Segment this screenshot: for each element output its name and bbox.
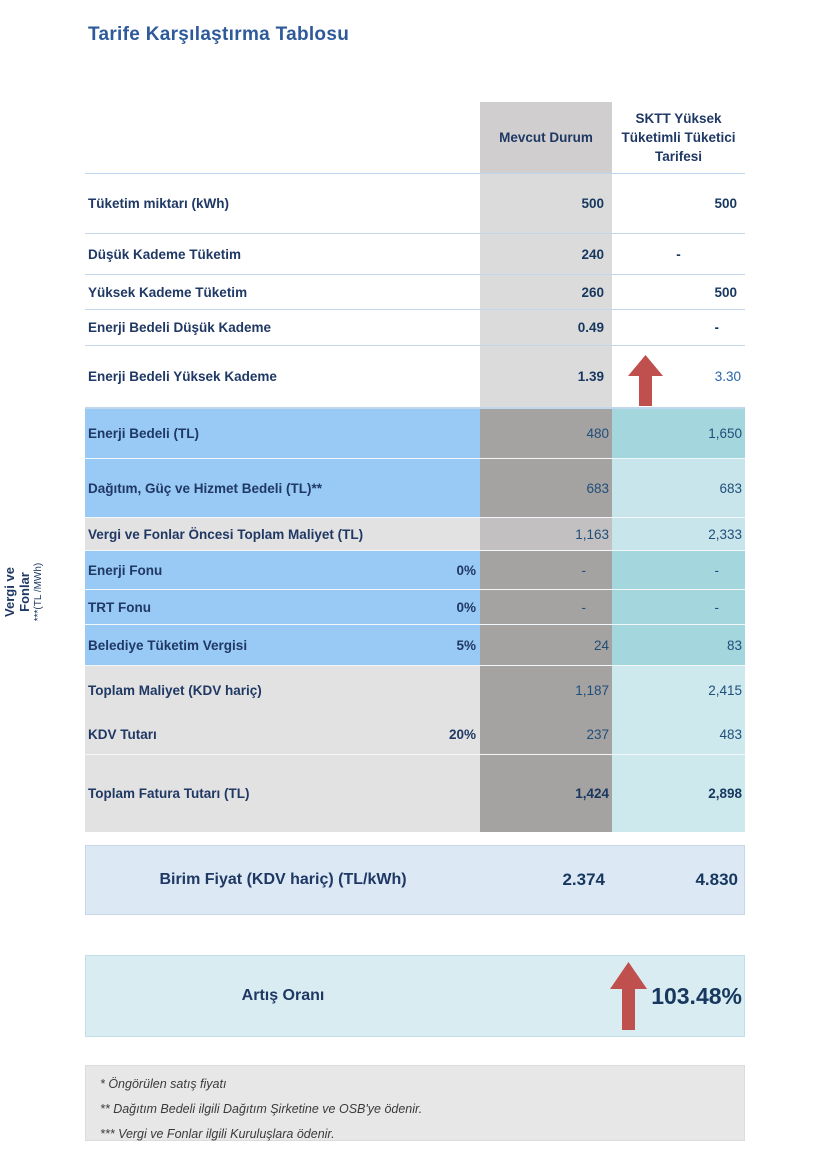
table-row-distribution-cost [85,458,745,517]
row-label: Enerji Bedeli Yüksek Kademe [88,369,277,384]
table-row-energy-price-low [85,310,745,346]
cell-sktt: 2,898 [612,755,745,832]
cell-sktt: 483 [612,714,745,754]
page-title: Tarife Karşılaştırma Tablosu [88,24,350,45]
cell-sktt: - [612,590,745,624]
cell-sktt: - [612,551,745,589]
increase-arrow-icon [628,355,663,406]
side-label-line1: Vergi ve [2,567,17,617]
table-row-consumption [85,174,745,234]
cell-sktt: 2,415 [612,666,745,714]
row-label-cell [85,625,480,665]
unit-price-box [85,845,745,915]
cell-sktt: - [714,320,719,335]
cell-sktt: 500 [714,196,737,211]
row-label: Vergi ve Fonlar Öncesi Toplam Maliyet (TL) [85,518,480,550]
table-row-energy-fund [85,550,745,589]
unit-price-label: Birim Fiyat (KDV hariç) (TL/kWh) [159,871,407,888]
row-label-cell [85,714,480,754]
row-label-cell [85,590,480,624]
cell-current: 1.39 [480,346,612,407]
cell-sktt: - [676,246,681,262]
row-label: Dağıtım, Güç ve Hizmet Bedeli (TL)** [85,459,480,517]
cell-sktt: 83 [612,625,745,665]
footnote-3: *** Vergi ve Fonlar ilgili Kuruluşlara ödenir. [100,1127,335,1141]
cell-current: - [480,590,612,624]
row-rate: 5% [456,637,476,653]
cell-current: 1,424 [480,755,612,832]
table-row-municipal-tax [85,624,745,665]
cell-current: 480 [480,409,612,458]
cell-current: 260 [480,275,612,309]
table-row-total-before-taxes [85,517,745,550]
cell-sktt [612,346,745,407]
table-row-high-tier-consumption [85,275,745,310]
table-row-low-tier-consumption [85,234,745,275]
table-row-trt-fund [85,589,745,624]
row-label: Belediye Tüketim Vergisi [88,637,248,653]
side-axis-label [2,482,58,702]
cell-current: 1,187 [480,666,612,714]
footnote-1: * Öngörülen satış fiyatı [100,1077,227,1091]
row-label: Tüketim miktarı (kWh) [88,196,230,211]
row-label: Toplam Fatura Tutarı (TL) [85,755,480,832]
cell-current: 237 [480,714,612,754]
row-label: Toplam Maliyet (KDV hariç) [85,666,480,714]
header-empty-cell [85,102,480,173]
increase-rate-box [85,955,745,1037]
cell-sktt: 683 [612,459,745,517]
row-label-cell [85,551,480,589]
cell-current: 0.49 [480,310,612,345]
side-label-line2: Fonlar [17,572,32,612]
unit-price-current: 2.374 [562,870,605,889]
cell-sktt: 2,333 [612,518,745,550]
cell-current: 24 [480,625,612,665]
cell-current: 500 [480,174,612,233]
table-row-energy-cost [85,408,745,458]
column-header-current: Mevcut Durum [480,102,612,173]
tariff-comparison-table [85,102,745,832]
footnote-2: ** Dağıtım Bedeli ilgili Dağıtım Şirketine ve OSB'ye ödenir. [100,1102,423,1116]
cell-sktt: 500 [714,284,737,300]
row-label: Düşük Kademe Tüketim [88,246,242,262]
row-label: Enerji Bedeli Düşük Kademe [88,320,272,335]
row-rate: 0% [456,562,476,578]
table-row-energy-price-high [85,346,745,408]
table-row-total-cost-excl-vat [85,665,745,714]
side-label-unit: ***(TL /MWh) [33,562,44,622]
cell-current: 683 [480,459,612,517]
table-header-row [85,102,745,174]
increase-rate-value: 103.48% [651,982,742,1009]
increase-rate-label: Artış Oranı [241,987,325,1004]
row-label: Yüksek Kademe Tüketim [88,284,248,300]
table-row-vat-amount [85,714,745,754]
increase-arrow-icon [610,962,647,1030]
column-header-sktt: SKTT Yüksek Tüketimli Tüketici Tarifesi [621,111,736,164]
table-row-total-invoice [85,754,745,832]
row-rate: 20% [448,726,476,742]
cell-current: 1,163 [480,518,612,550]
footnotes-box [85,1065,745,1141]
row-rate: 0% [456,599,476,615]
row-label: Enerji Bedeli (TL) [85,409,480,458]
cell-current: 240 [480,234,612,274]
increase-rate-value-cell [480,956,744,1036]
cell-sktt-value: 3.30 [714,369,741,384]
row-label: Enerji Fonu [88,562,163,578]
unit-price-sktt: 4.830 [695,870,738,889]
row-label: TRT Fonu [88,599,151,615]
cell-sktt: 1,650 [612,409,745,458]
row-label: KDV Tutarı [88,726,157,742]
cell-current: - [480,551,612,589]
